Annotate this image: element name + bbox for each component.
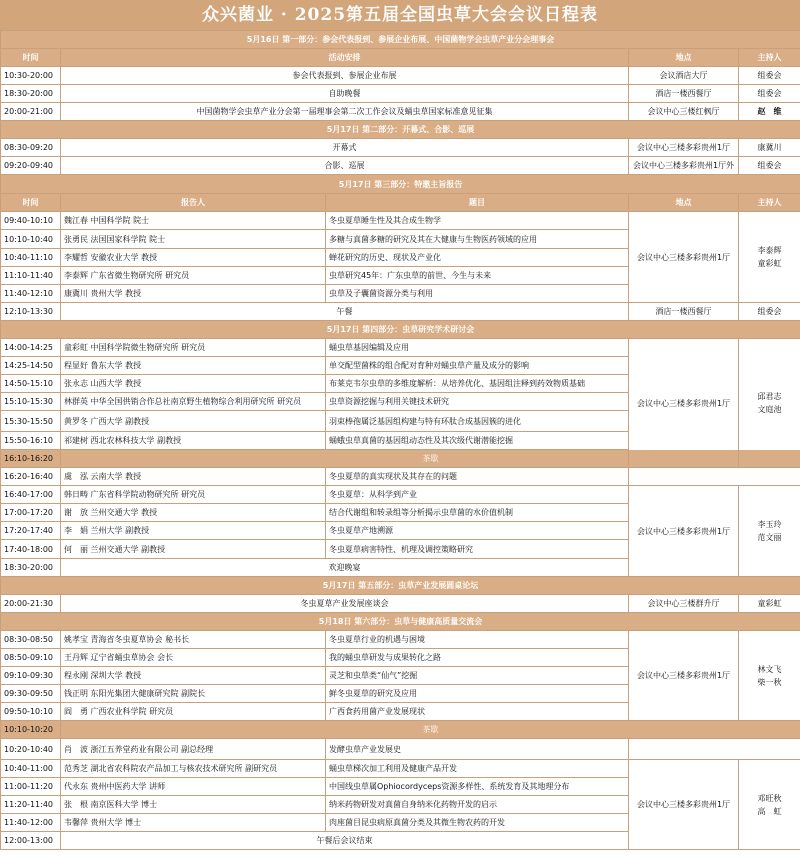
activity-cell: 中国菌物学会虫草产业分会第一届理事会第二次工作会议及蛹虫草国家标准意见征集 (61, 103, 629, 121)
time-cell: 10:20-10:40 (1, 739, 61, 760)
activity-cell: 欢迎晚宴 (61, 559, 629, 577)
time-cell: 18:30-20:00 (1, 85, 61, 103)
topic-cell: 我的蛹虫草研发与成果转化之路 (326, 649, 629, 667)
time-cell: 15:50-16:10 (1, 432, 61, 450)
topic-cell: 单交配型菌株的组合配对育种对蛹虫草产量及成分的影响 (326, 357, 629, 375)
section-header-row (1, 577, 800, 595)
schedule-row (1, 468, 800, 486)
section-header-row (1, 121, 800, 139)
host-cell: 邱君志 文庭池 (739, 339, 800, 468)
host-cell: 组委会 (739, 67, 800, 85)
topic-cell: 虫草资源挖掘与利用关键技术研究 (326, 393, 629, 411)
host-cell: 组委会 (739, 157, 800, 175)
time-cell: 14:00-14:25 (1, 339, 61, 357)
speaker-cell: 李泰辉 广东省微生物研究所 研究员 (61, 267, 326, 285)
schedule-row (1, 739, 800, 760)
schedule-row (1, 760, 800, 778)
speaker-cell: 虞 泓 云南大学 教授 (61, 468, 326, 486)
time-cell: 09:40-10:10 (1, 212, 61, 230)
section-header-row (1, 321, 800, 339)
topic-cell: 中国线虫草属Ophiocordyceps资源多样性、系统发育及其地理分布 (326, 778, 629, 796)
time-cell: 11:40-12:00 (1, 814, 61, 832)
host-cell: 组委会 (739, 303, 800, 321)
speaker-cell: 王丹辉 辽宁省蛹虫草协会 会长 (61, 649, 326, 667)
time-cell: 10:30-20:00 (1, 67, 61, 85)
location-cell: 会议中心三楼红枫厅 (629, 103, 739, 121)
time-cell: 09:10-09:30 (1, 667, 61, 685)
topic-cell: 广西食药用菌产业发展现状 (326, 703, 629, 721)
speaker-cell: 谢 放 兰州交通大学 教授 (61, 504, 326, 522)
topic-cell: 结合代谢组和转录组等分析揭示虫草菌的水价值机制 (326, 504, 629, 522)
time-cell: 17:40-18:00 (1, 540, 61, 559)
host-cell: 康冀川 (739, 139, 800, 157)
speaker-cell: 程显好 鲁东大学 教授 (61, 357, 326, 375)
speaker-cell: 张 根 南京医科大学 博士 (61, 796, 326, 814)
section-title: 5月16日 第一部分：参会代表报到、参展企业布展、中国菌物学会虫草产业分会理事会 (1, 31, 800, 49)
column-header-row (1, 194, 800, 212)
location-cell: 会议中心三楼多彩贵州1厅 (629, 212, 739, 303)
speaker-cell: 韩日畴 广东省科学院动物研究所 研究员 (61, 486, 326, 504)
schedule-row (1, 212, 800, 230)
topic-cell: 发酵虫草产业发展史 (326, 739, 629, 760)
speaker-cell: 何 丽 兰州交通大学 副教授 (61, 540, 326, 559)
schedule-row (1, 339, 800, 357)
schedule-row (1, 721, 800, 739)
col-header-location: 地点 (629, 49, 739, 67)
topic-cell: 纳米药物研发对真菌自身纳米化药物开发的启示 (326, 796, 629, 814)
location-cell: 会议中心三楼多彩贵州1厅 (629, 339, 739, 468)
topic-cell: 虫草研究45年：广东虫草的前世、今生与未来 (326, 267, 629, 285)
time-cell: 16:40-17:00 (1, 486, 61, 504)
schedule-row (1, 450, 800, 468)
activity-cell: 冬虫夏草产业发展座谈会 (61, 595, 629, 613)
schedule-row (1, 139, 800, 157)
host-cell: 邓旺秋 高 虹 (739, 760, 800, 850)
schedule-row (1, 85, 800, 103)
activity-cell: 参会代表报到、参展企业布展 (61, 67, 629, 85)
time-cell: 20:00-21:00 (1, 103, 61, 121)
time-cell: 17:20-17:40 (1, 522, 61, 540)
column-header-row (1, 49, 800, 67)
schedule-row (1, 595, 800, 613)
topic-cell: 冬虫夏草睡生性及其合成生物学 (326, 212, 629, 230)
time-cell: 09:50-10:10 (1, 703, 61, 721)
speaker-cell: 祁建树 西北农林科技大学 副教授 (61, 432, 326, 450)
speaker-cell: 张永志 山西大学 教授 (61, 375, 326, 393)
location-cell: 会议中心三楼多彩贵州1厅 (629, 631, 739, 721)
schedule-row (1, 103, 800, 121)
speaker-cell: 代永东 贵州中医药大学 讲师 (61, 778, 326, 796)
topic-cell: 冬虫夏草行业的机遇与困境 (326, 631, 629, 649)
section-header-row (1, 31, 800, 49)
section-title: 5月17日 第三部分：特邀主旨报告 (1, 175, 800, 194)
speaker-cell: 魏江春 中国科学院 院士 (61, 212, 326, 230)
activity-cell: 合影、巡展 (61, 157, 629, 175)
schedule-row (1, 631, 800, 649)
time-cell: 15:30-15:50 (1, 411, 61, 432)
time-cell: 10:40-11:00 (1, 760, 61, 778)
topic-cell: 蛹虫草基因编辑及应用 (326, 339, 629, 357)
host-cell: 童彩虹 (739, 595, 800, 613)
col-header-time: 时间 (1, 49, 61, 67)
section-title: 5月18日 第六部分：虫草与健康高质量交流会 (1, 613, 800, 631)
col-header-2: 题目 (326, 194, 629, 212)
host-cell: 林文飞 柴一秋 (739, 631, 800, 721)
col-header-0: 时间 (1, 194, 61, 212)
activity-cell: 自助晚餐 (61, 85, 629, 103)
location-cell: 会议中心三楼群升厅 (629, 595, 739, 613)
time-cell: 12:00-13:00 (1, 832, 61, 850)
topic-cell: 冬虫夏草产地溯源 (326, 522, 629, 540)
topic-cell: 肉座菌目昆虫病原真菌分类及其微生物农药的开发 (326, 814, 629, 832)
time-cell: 10:10-10:20 (1, 721, 61, 739)
time-cell: 10:40-11:10 (1, 249, 61, 267)
speaker-cell: 韦馨萍 贵州大学 博士 (61, 814, 326, 832)
time-cell: 16:20-16:40 (1, 468, 61, 486)
speaker-cell: 程永刚 深圳大学 教授 (61, 667, 326, 685)
time-cell: 08:50-09:10 (1, 649, 61, 667)
topic-cell: 鲜冬虫夏草的研究及应用 (326, 685, 629, 703)
col-header-3: 地点 (629, 194, 739, 212)
topic-cell: 多糖与真菌多糖的研究及其在大健康与生物医药领域的应用 (326, 230, 629, 249)
schedule-row (1, 157, 800, 175)
host-cell: 李泰辉 童彩虹 (739, 212, 800, 303)
schedule-row (1, 67, 800, 85)
time-cell: 09:20-09:40 (1, 157, 61, 175)
speaker-cell: 黄罗冬 广西大学 副教授 (61, 411, 326, 432)
section-title: 5月17日 第五部分：虫草产业发展圆桌论坛 (1, 577, 800, 595)
topic-cell: 虫草及子囊菌资源分类与利用 (326, 285, 629, 303)
tea-break-label: 茶歇 (61, 721, 800, 739)
host-cell: 赵 维 (739, 103, 800, 121)
topic-cell: 冬虫夏草的真实现状及其存在的问题 (326, 468, 629, 486)
time-cell: 11:40-12:10 (1, 285, 61, 303)
time-cell: 20:00-21:30 (1, 595, 61, 613)
section-header-row (1, 175, 800, 194)
time-cell: 08:30-08:50 (1, 631, 61, 649)
time-cell: 17:00-17:20 (1, 504, 61, 522)
topic-cell: 冬虫夏草：从科学到产业 (326, 486, 629, 504)
location-cell: 会议中心三楼多彩贵州1厅 (629, 139, 739, 157)
speaker-cell: 张勇民 法国国家科学院 院士 (61, 230, 326, 249)
speaker-cell: 康冀川 贵州大学 教授 (61, 285, 326, 303)
speaker-cell: 李耀哲 安徽农业大学 教授 (61, 249, 326, 267)
speaker-cell: 林群英 中华全国供销合作总社南京野生植物综合利用研究所 研究员 (61, 393, 326, 411)
schedule-table (0, 30, 800, 850)
col-header-host: 主持人 (739, 49, 800, 67)
activity-cell: 午餐后会议结束 (61, 832, 629, 850)
location-cell: 会议中心三楼多彩贵州1厅 (629, 486, 739, 577)
time-cell: 08:30-09:20 (1, 139, 61, 157)
speaker-cell: 肖 波 浙江五养堂药业有限公司 副总经理 (61, 739, 326, 760)
time-cell: 18:30-20:00 (1, 559, 61, 577)
speaker-cell: 童彩虹 中国科学院微生物研究所 研究员 (61, 339, 326, 357)
time-cell: 11:20-11:40 (1, 796, 61, 814)
topic-cell: 蝉花研究的历史、现状及产业化 (326, 249, 629, 267)
section-title: 5月17日 第二部分：开幕式、合影、巡展 (1, 121, 800, 139)
col-header-4: 主持人 (739, 194, 800, 212)
topic-cell: 冬虫夏草病害特性、机理及调控策略研究 (326, 540, 629, 559)
time-cell: 09:30-09:50 (1, 685, 61, 703)
time-cell: 15:10-15:30 (1, 393, 61, 411)
time-cell: 10:10-10:40 (1, 230, 61, 249)
time-cell: 11:00-11:20 (1, 778, 61, 796)
speaker-cell: 姚孝宝 青海省冬虫夏草协会 秘书长 (61, 631, 326, 649)
time-cell: 14:25-14:50 (1, 357, 61, 375)
location-cell: 酒店一楼西餐厅 (629, 303, 739, 321)
page-title: 众兴菌业 · 2025第五届全国虫草大会会议日程表 (0, 0, 800, 30)
col-header-activity: 活动安排 (61, 49, 629, 67)
speaker-cell: 范秀芝 湖北省农科院农产品加工与核农技术研究所 副研究员 (61, 760, 326, 778)
time-cell: 12:10-13:30 (1, 303, 61, 321)
topic-cell: 灵芝和虫草类“仙气”挖掘 (326, 667, 629, 685)
topic-cell: 布莱克韦尔虫草的多维度解析：从培养优化、基因组注释到药效物质基础 (326, 375, 629, 393)
activity-cell: 午餐 (61, 303, 629, 321)
col-header-1: 报告人 (61, 194, 326, 212)
location-cell: 会议酒店大厅 (629, 67, 739, 85)
speaker-cell: 李 娟 兰州大学 副教授 (61, 522, 326, 540)
section-title: 5月17日 第四部分：虫草研究学术研讨会 (1, 321, 800, 339)
location-cell: 酒店一楼西餐厅 (629, 85, 739, 103)
speaker-cell: 钱正明 东阳光集团大健康研究院 副院长 (61, 685, 326, 703)
tea-break-label: 茶歇 (61, 450, 800, 468)
time-cell: 16:10-16:20 (1, 450, 61, 468)
location-cell: 会议中心三楼多彩贵州1厅 (629, 760, 739, 850)
section-header-row (1, 613, 800, 631)
speaker-cell: 阎 勇 广西农业科学院 研究员 (61, 703, 326, 721)
host-cell: 李玉玲 范文丽 (739, 486, 800, 577)
topic-cell: 蛹虫草梯次加工利用及健康产品开发 (326, 760, 629, 778)
host-cell: 组委会 (739, 85, 800, 103)
activity-cell: 开幕式 (61, 139, 629, 157)
topic-cell: 羽束棒孢属泛基因组构建与特有环肽合成基因簇的进化 (326, 411, 629, 432)
topic-cell: 蛹蛾虫草真菌的基因组动态性及其次级代谢潜能挖掘 (326, 432, 629, 450)
time-cell: 11:10-11:40 (1, 267, 61, 285)
location-cell: 会议中心三楼多彩贵州1厅外 (629, 157, 739, 175)
time-cell: 14:50-15:10 (1, 375, 61, 393)
schedule-row (1, 486, 800, 504)
schedule-row (1, 303, 800, 321)
